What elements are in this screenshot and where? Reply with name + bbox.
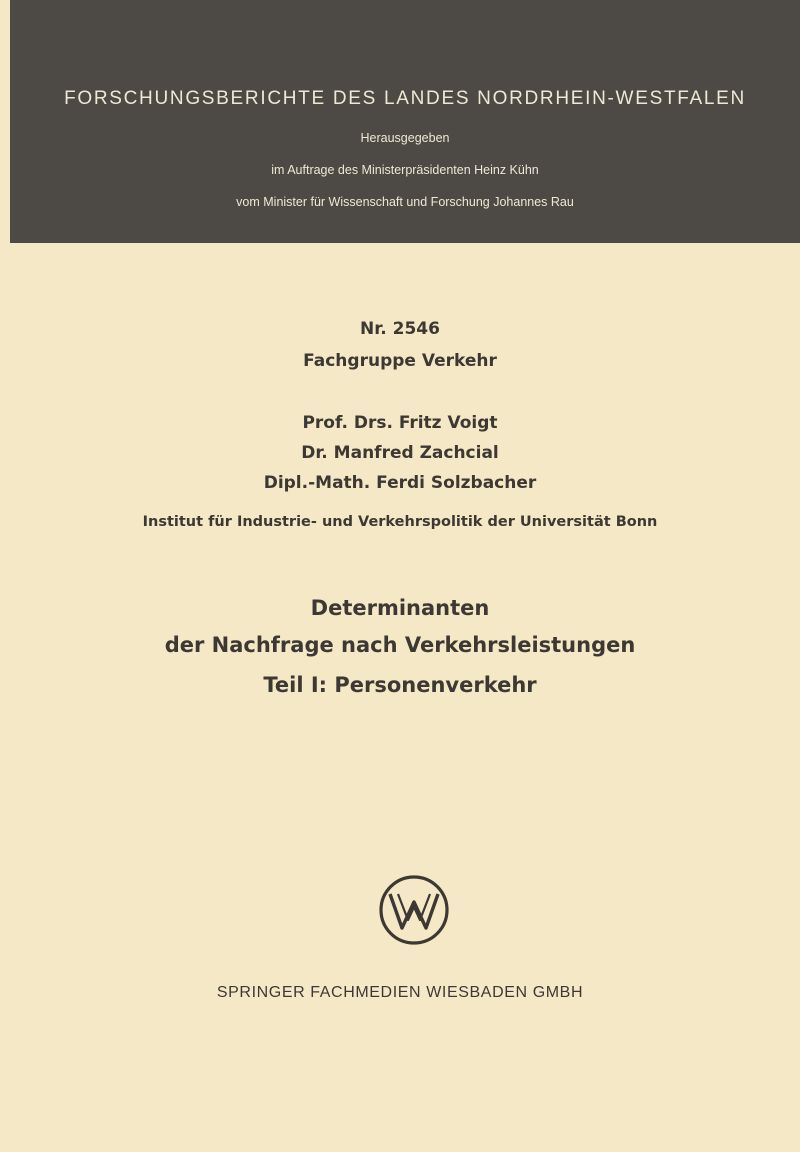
- header-minister-line: vom Minister für Wissenschaft und Forschung Johannes Rau: [236, 195, 574, 209]
- book-title-line-2: der Nachfrage nach Verkehrsleistungen: [164, 633, 636, 657]
- series-header-band: [10, 0, 800, 243]
- header-editor-line: Herausgegeben: [360, 131, 450, 145]
- series-title: FORSCHUNGSBERICHTE DES LANDES NORDRHEIN-WESTFALEN: [64, 88, 746, 109]
- springer-w-circle-logo-icon: [378, 874, 450, 946]
- author-3: Dipl.-Math. Ferdi Solzbacher: [263, 473, 537, 493]
- book-title-line-3: Teil I: Personenverkehr: [263, 673, 537, 697]
- publisher-name: SPRINGER FACHMEDIEN WIESBADEN GMBH: [216, 984, 584, 1001]
- subject-group: Fachgruppe Verkehr: [303, 351, 497, 371]
- book-title-line-1: Determinanten: [310, 596, 490, 620]
- institute-line: Institut für Industrie- und Verkehrspolitik der Universität Bonn: [142, 514, 658, 530]
- report-number: Nr. 2546: [360, 319, 440, 339]
- author-2: Dr. Manfred Zachcial: [301, 443, 499, 463]
- header-commission-line: im Auftrage des Ministerpräsidenten Heinz Kühn: [271, 163, 539, 177]
- author-1: Prof. Drs. Fritz Voigt: [302, 413, 498, 433]
